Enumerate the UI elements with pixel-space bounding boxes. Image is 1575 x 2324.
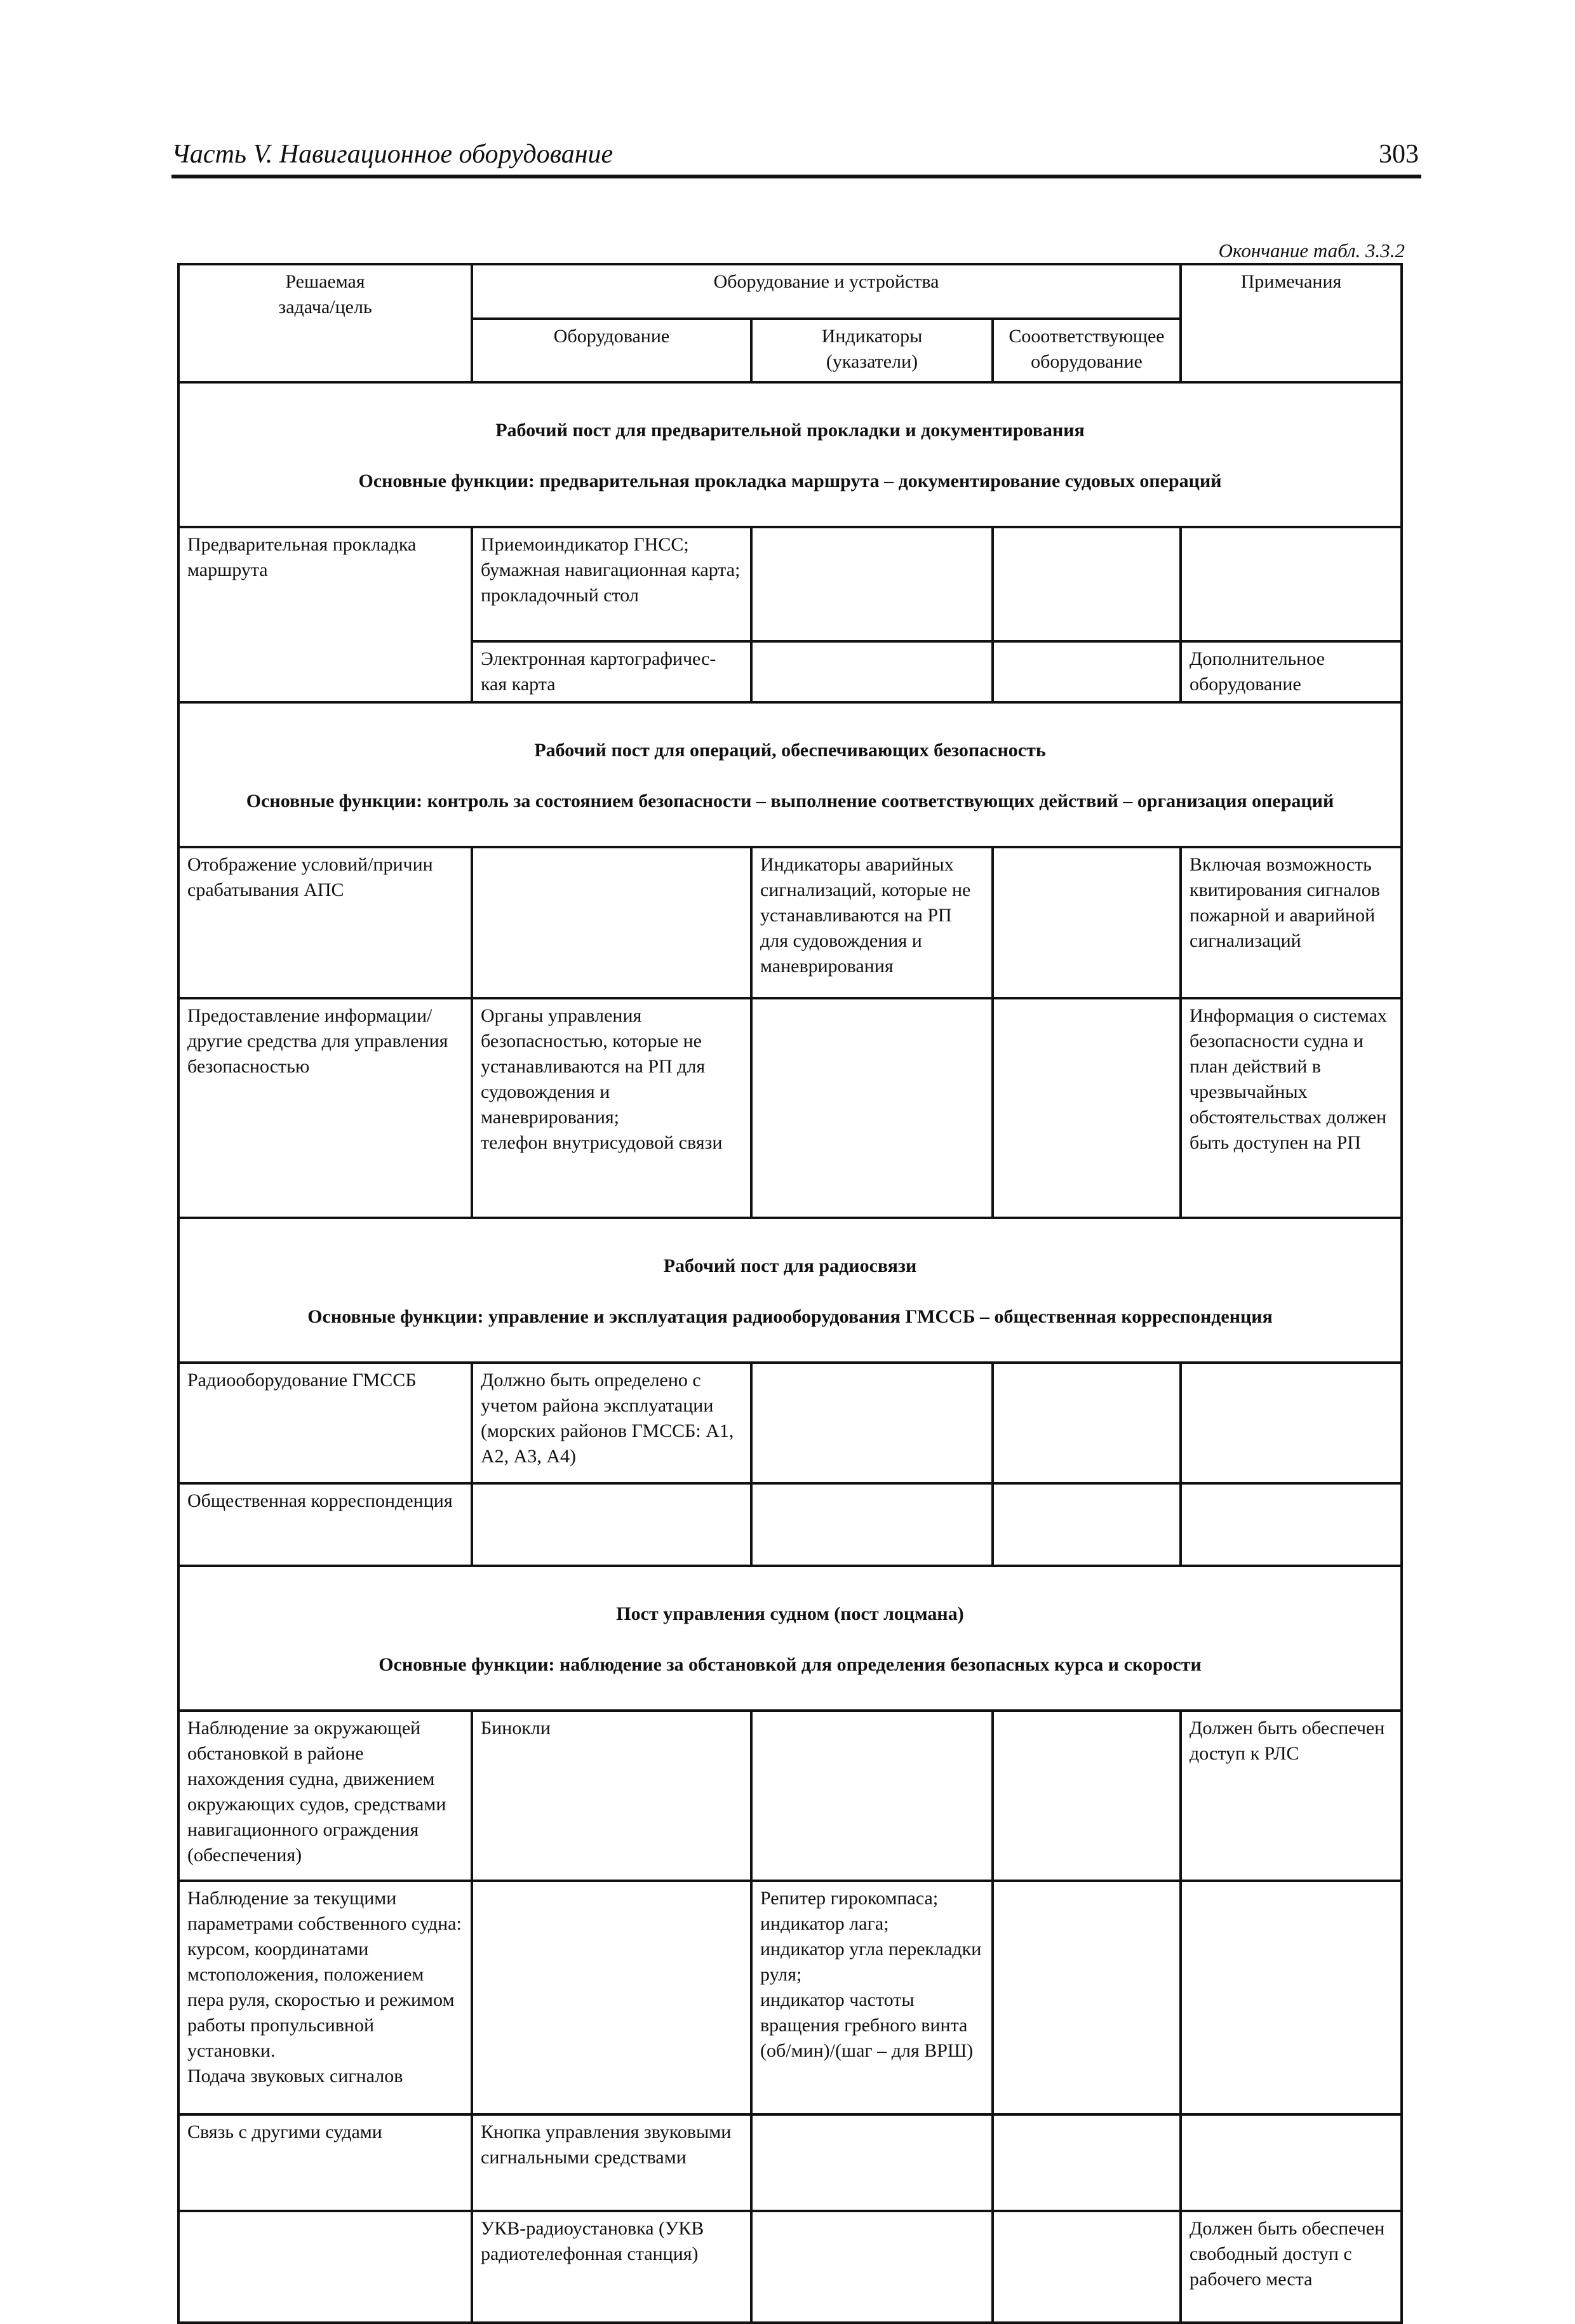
cell-notes <box>1181 2114 1402 2211</box>
table-row <box>178 1363 1402 1483</box>
cell-notes: Информация о системах безопасности судна и план действий в чрезвычайных обстоятельствах должен быть доступен на РП <box>1181 998 1402 1218</box>
header-indicators: Индикаторы (указатели) <box>751 319 993 382</box>
cell-equipment: Кнопка управления звуковыми сигнальными средствами <box>472 2114 751 2211</box>
section-header <box>178 1566 1402 1711</box>
cell-task: Связь с другими судами <box>178 2114 472 2211</box>
section-title: Рабочий пост для радиосвязи <box>663 1255 917 1276</box>
cell-related <box>993 527 1181 641</box>
cell-notes: Должен быть обеспечен доступ к РЛС <box>1181 1711 1402 1881</box>
cell-related <box>993 641 1181 702</box>
cell-equipment <box>472 1483 751 1566</box>
cell-task: Общественная корреспонденция <box>178 1483 472 1566</box>
header-notes: Примечания <box>1181 264 1402 382</box>
section-header <box>178 1218 1402 1363</box>
cell-indicators <box>751 527 993 641</box>
cell-equipment: Органы управления безопасностью, которые не устанавливаются на РП для судовождения и маневрирования; телефон внутрисудовой связи <box>472 998 751 1218</box>
table-row <box>178 1711 1402 1881</box>
cell-equipment: Должно быть определено с учетом района эксплуатации (морских районов ГМССБ: А1, А2, А3, А4) <box>472 1363 751 1483</box>
cell-equipment <box>472 1881 751 2114</box>
cell-indicators <box>751 1483 993 1566</box>
cell-notes: Должен быть обеспечен свободный доступ с рабочего места <box>1181 2211 1402 2323</box>
cell-task <box>178 2211 472 2323</box>
cell-task: Отображение условий/причин срабатывания АПС <box>178 847 472 998</box>
cell-equipment: Бинокли <box>472 1711 751 1881</box>
section-functions: Основные функции: контроль за состоянием безопасности – выполнение соответствующих действий – организация операций <box>246 791 1334 811</box>
section-header <box>178 382 1402 527</box>
cell-related <box>993 1881 1181 2114</box>
cell-indicators: Репитер гирокомпаса; индикатор лага; индикатор угла перекладки руля; индикатор частоты вращения гребного винта (об/мин)/(шаг – для ВРШ) <box>751 1881 993 2114</box>
cell-related <box>993 1483 1181 1566</box>
cell-related <box>993 998 1181 1218</box>
cell-indicators <box>751 998 993 1218</box>
cell-related <box>993 1363 1181 1483</box>
section-header <box>178 702 1402 847</box>
cell-equipment: Приемоиндикатор ГНСС; бумажная навигационная карта; прокладочный стол <box>472 527 751 641</box>
cell-notes <box>1181 1363 1402 1483</box>
cell-indicators <box>751 1711 993 1881</box>
table-row <box>178 1483 1402 1566</box>
cell-task: Наблюдение за текущими параметрами собственного судна: курсом, координатами мстоположения, положением пера руля, скоростью и режимом работы пропульсивной установки. Подача звуковых сигналов <box>178 1881 472 2114</box>
running-title: Часть V. Навигационное оборудование <box>171 140 613 169</box>
table-row <box>178 527 1402 641</box>
header-equipment: Оборудование <box>472 319 751 382</box>
cell-indicators <box>751 641 993 702</box>
running-head <box>171 137 1421 178</box>
cell-notes <box>1181 1881 1402 2114</box>
table-caption: Окончание табл. 3.3.2 <box>1218 239 1405 262</box>
section-functions: Основные функции: наблюдение за обстановкой для определения безопасных курса и скорости <box>379 1654 1202 1675</box>
table-row <box>178 998 1402 1218</box>
cell-notes <box>1181 1483 1402 1566</box>
cell-related <box>993 2211 1181 2323</box>
section-functions: Основные функции: управление и эксплуатация радиооборудования ГМССБ – общественная корреспонденция <box>307 1306 1273 1327</box>
header-task: Решаемая задача/цель <box>178 264 472 382</box>
cell-task: Предоставление информации/ другие средства для управления безопасностью <box>178 998 472 1218</box>
cell-equipment: УКВ-радиоустановка (УКВ радиотелефонная станция) <box>472 2211 751 2323</box>
section-title: Рабочий пост для операций, обеспечивающих безопасность <box>534 740 1046 761</box>
page-number: 303 <box>1379 140 1419 169</box>
header-equipment-group: Оборудование и устройства <box>472 264 1181 319</box>
equipment-table <box>177 263 1403 2324</box>
section-title: Рабочий пост для предварительной прокладки и документирования <box>495 420 1085 441</box>
table-row <box>178 2211 1402 2323</box>
cell-related <box>993 2114 1181 2211</box>
table-row <box>178 2114 1402 2211</box>
table-row <box>178 847 1402 998</box>
cell-indicators: Индикаторы аварийных сигнализаций, которые не устанавливаются на РП для судовождения и маневрирования <box>751 847 993 998</box>
cell-indicators <box>751 2211 993 2323</box>
section-title: Пост управления судном (пост лоцмана) <box>616 1603 964 1624</box>
cell-task: Радиооборудование ГМССБ <box>178 1363 472 1483</box>
cell-indicators <box>751 2114 993 2211</box>
cell-related <box>993 1711 1181 1881</box>
cell-task: Предварительная прокладка маршрута <box>178 527 472 702</box>
cell-equipment <box>472 847 751 998</box>
cell-notes: Дополнительное оборудование <box>1181 641 1402 702</box>
cell-equipment: Электронная картографичес- кая карта <box>472 641 751 702</box>
cell-related <box>993 847 1181 998</box>
cell-task: Наблюдение за окружающей обстановкой в районе нахождения судна, движением окружающих судов, средствами навигационного ограждения (обеспечения) <box>178 1711 472 1881</box>
header-related-equipment: Сооответствующее оборудование <box>993 319 1181 382</box>
cell-notes: Включая возможность квитирования сигналов пожарной и аварийной сигнализаций <box>1181 847 1402 998</box>
section-functions: Основные функции: предварительная прокладка маршрута – документирование судовых операций <box>358 471 1222 491</box>
cell-notes <box>1181 527 1402 641</box>
cell-indicators <box>751 1363 993 1483</box>
table-row <box>178 1881 1402 2114</box>
